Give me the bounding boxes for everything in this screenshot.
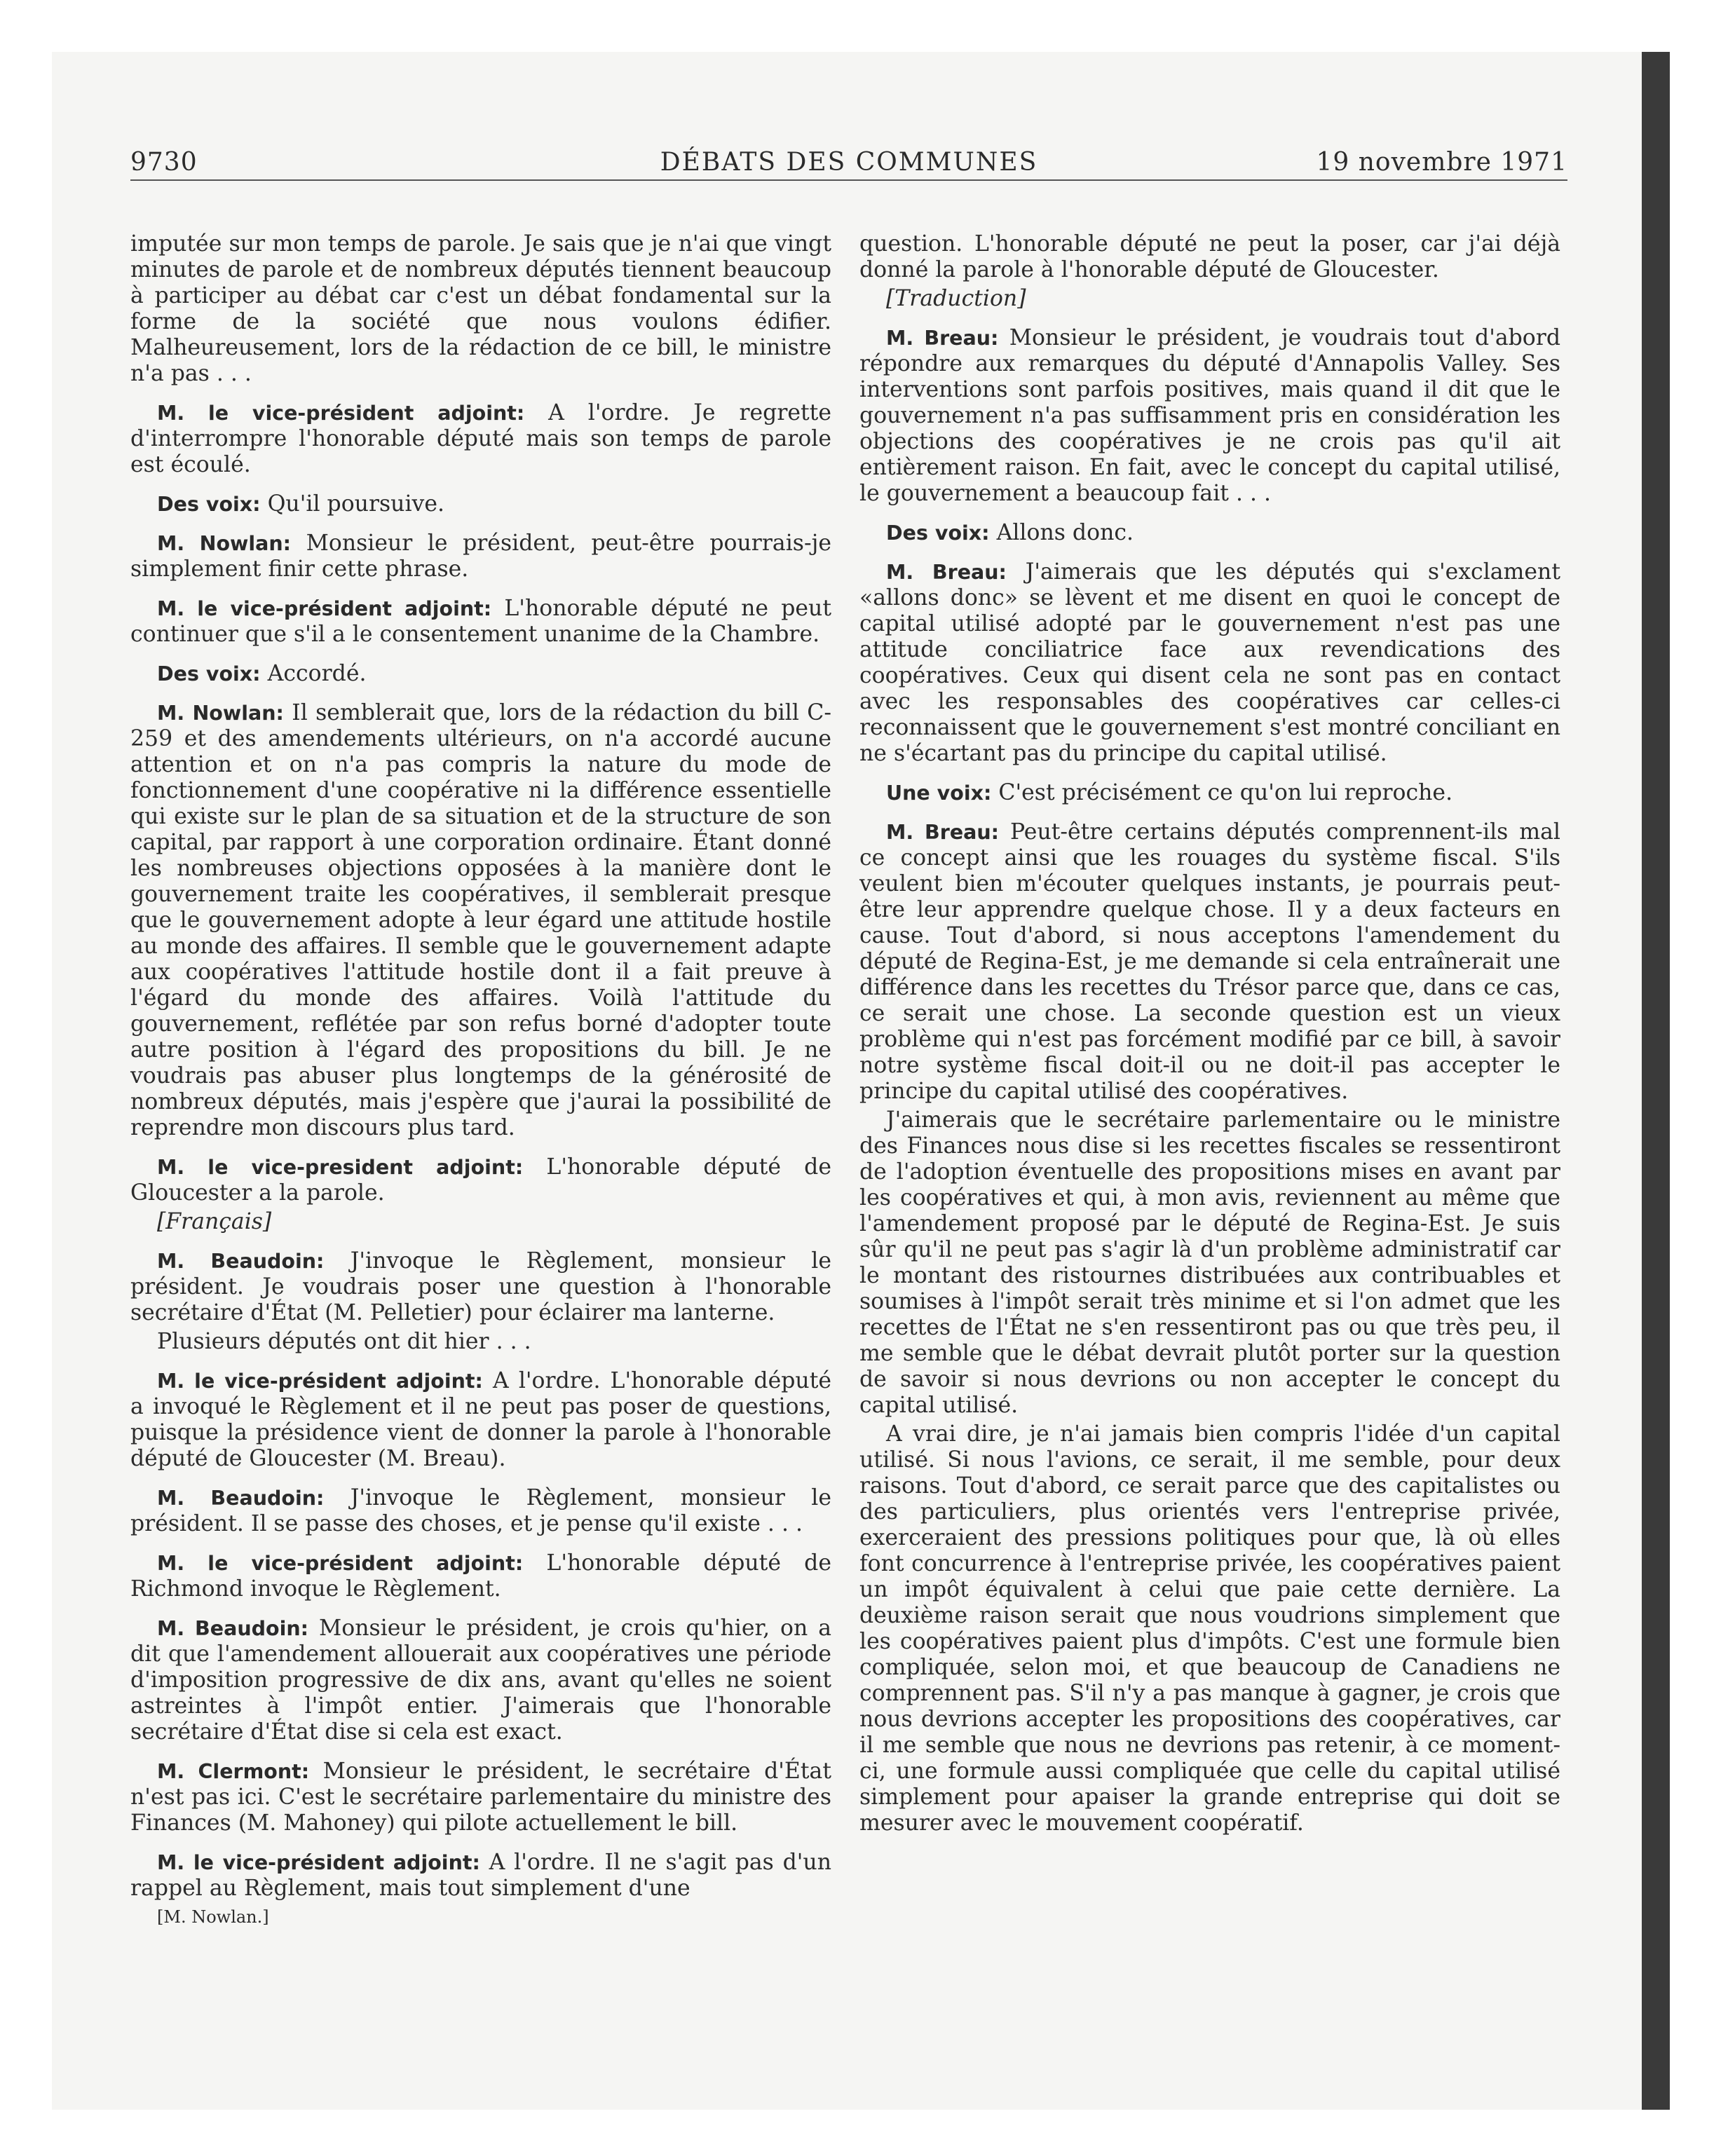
speech-text: Accordé. — [260, 661, 367, 686]
paragraph — [130, 531, 831, 582]
speaker-name: M. Beaudoin: — [157, 1487, 325, 1510]
speech-text: J'invoque le Règlement, monsieur le président. Je voudrais poser une question à l'honorable secrétaire d'État (M. Pelletier) pour éclairer ma lanterne. — [130, 1248, 832, 1325]
speech-text: Qu'il poursuive. — [260, 491, 444, 517]
speech-text: Allons donc. — [989, 520, 1134, 545]
speech-text: Monsieur le président, je voudrais tout d'abord répondre aux remarques du député d'Annapolis Valley. Ses interventions sont parfois positives, mais quand il dit que le gouvernement n'a pas suffisamment pris en considération les objections des coopératives je ne crois pas qu'il ait entièrement raison. En fait, avec le concept du capital utilisé, le gouvernement a beaucoup fait . . . — [859, 325, 1560, 506]
speaker-name: Une voix: — [886, 782, 992, 805]
speech-text: C'est précisément ce qu'on lui reproche. — [991, 780, 1453, 805]
page-date: 19 novembre 1971 — [1316, 148, 1567, 177]
paragraph — [130, 1485, 831, 1537]
speaker-name: M. le vice-president adjoint: — [157, 1156, 524, 1179]
paragraph — [859, 559, 1560, 767]
speech-text: Monsieur le président, peut-être pourrais-je simplement finir cette phrase. — [130, 531, 831, 582]
left-column — [130, 231, 831, 1944]
speaker-name: M. Clermont: — [157, 1760, 310, 1783]
right-column — [859, 231, 1560, 1850]
paragraph: Plusieurs députés ont dit hier . . . — [157, 1329, 531, 1354]
speaker-name: M. le vice-président adjoint: — [157, 1552, 524, 1575]
speaker-name: M. le vice-président adjoint: — [157, 597, 492, 620]
paragraph: J'aimerais que le secrétaire parlementaire ou le ministre des Finances nous dise si les recettes fiscales se ressentiront de l'adoption éventuelle des propositions mises en avant par les coopératives et qui, à mon avis, reviennent au même que l'amendement proposé par le député de Regina-Est. Je suis sûr qu'il ne peut pas s'agir là d'un problème administratif car le montant des ristournes distribuées aux contribuables et soumises à l'impôt serait très minime et si l'on admet que les recettes de l'État ne s'en ressentiront pas ou que très peu, il me semble que le débat devrait plutôt porter sur la question de savoir si nous devrions ou non accepter le concept du capital utilisé. — [859, 1107, 1560, 1418]
speech-text: A l'ordre. Il ne s'agit pas d'un rappel au Règlement, mais tout simplement d'une — [130, 1850, 831, 1901]
speech-text: Il semblerait que, lors de la rédaction du bill C-259 et des amendements ultérieurs, on n'a accordé aucune attention et on n'a pas compris la nature du mode de fonctionnement d'une coopérative ni la différence essentielle qui existe sur le plan de sa situation et de la structure de son capital, par rapport à une corporation ordinaire. Étant donné les nombreuses objections opposées à la manière dont le gouvernement traite les coopératives, il semblerait presque que le gouvernement adopte à leur égard une attitude hostile au monde des affaires. Il semble que le gouvernement adapte aux coopératives l'attitude hostile dont il a fait preuve à l'égard du monde des affaires. Voilà l'attitude du gouvernement, reflétée par son refus borné d'adopter toute autre position à l'égard des propositions du bill. Je ne voudrais pas abuser plus longtemps de la générosité de nombreux députés, mais j'espère que j'aurai la possibilité de reprendre mon discours plus tard. — [130, 700, 831, 1140]
speech-text: Monsieur le président, le secrétaire d'État n'est pas ici. C'est le secrétaire parlementaire du ministre des Finances (M. Mahoney) qui pilote actuellement le bill. — [130, 1759, 831, 1836]
paragraph — [130, 661, 831, 687]
speech-text: L'honorable député ne peut continuer que s'il a le consentement unanime de la Chambre. — [130, 596, 831, 647]
paragraph — [130, 596, 831, 648]
paragraph — [859, 325, 1560, 507]
speaker-name: M. Breau: — [886, 561, 1007, 584]
language-note: [Traduction] — [886, 286, 1026, 311]
speaker-name: M. Nowlan: — [157, 702, 284, 725]
speech-text: J'aimerais que les députés qui s'exclament «allons donc» se lèvent et me disent en quoi le concept de capital utilisé adopté par le gouvernement n'est pas une attitude conciliatrice face aux revendications des coopératives. Ceux qui disent cela ne sont pas en contact avec les responsables des coopératives car celles-ci reconnaissent que le gouvernement s'est montré conciliant en ne s'écartant pas du principe du capital utilisé. — [859, 559, 1561, 766]
paragraph — [130, 1368, 831, 1472]
speaker-name: M. Beaudoin: — [157, 1250, 325, 1273]
paragraph — [130, 700, 831, 1141]
speaker-name: Des voix: — [157, 493, 261, 516]
speaker-name: M. Beaudoin: — [157, 1617, 309, 1640]
language-note: [Français] — [157, 1209, 272, 1234]
speaker-name: M. le vice-président adjoint: — [157, 1370, 483, 1393]
paragraph — [130, 491, 831, 517]
paragraph — [859, 520, 1560, 546]
paragraph — [130, 1248, 831, 1326]
speaker-name: M. le vice-président adjoint: — [157, 1851, 480, 1874]
publication-title: DÉBATS DES COMMUNES — [660, 148, 1038, 177]
speech-text: A l'ordre. L'honorable député a invoqué le Règlement et il ne peut pas poser de questions, puisque la présidence vient de donner la parole à l'honorable député de Gloucester (M. Breau). — [130, 1368, 831, 1471]
speech-text: Peut-être certains députés comprennent-ils mal ce concept ainsi que les rouages du système fiscal. S'ils veulent bien m'écouter quelques instants, je pourrais peut-être leur apprendre quelque chose. Il y a deux facteurs en cause. Tout d'abord, si nous acceptons l'amendement du député de Regina-Est, je me demande si cela entraînerait une différence dans les recettes du Trésor parce que, dans ce cas, ce serait une chose. La seconde question est un vieux problème qui n'est pas forcément modifié par ce bill, à savoir notre système fiscal doit-il ou ne doit-il pas accepter le principe du capital utilisé des coopératives. — [859, 819, 1561, 1104]
paragraph — [130, 1759, 831, 1836]
paragraph — [130, 1616, 831, 1745]
speaker-name: Des voix: — [157, 662, 261, 685]
speech-text: L'honorable député de Richmond invoque le Règlement. — [130, 1550, 831, 1602]
paragraph — [130, 1154, 831, 1206]
speaker-name: M. Nowlan: — [157, 532, 292, 555]
paragraph: imputée sur mon temps de parole. Je sais que je n'ai que vingt minutes de parole et de nombreux députés tiennent beaucoup à participer au débat car c'est un débat fondamental sur la forme de la société que nous voulons édifier. Malheureusement, lors de la rédaction de ce bill, le ministre n'a pas . . . — [130, 231, 831, 386]
paragraph — [859, 780, 1560, 806]
paragraph — [859, 819, 1560, 1105]
scan-edge-shadow — [1642, 52, 1670, 2110]
paragraph — [130, 400, 831, 478]
speech-text: J'invoque le Règlement, monsieur le président. Il se passe des choses, et je pense qu'il existe . . . — [130, 1485, 832, 1536]
page-number: 9730 — [130, 148, 198, 177]
speaker-name: Des voix: — [886, 521, 990, 545]
page-header — [130, 140, 1567, 181]
speaker-name: M. Breau: — [886, 821, 1000, 844]
speech-text: A l'ordre. Je regrette d'interrompre l'honorable député mais son temps de parole est écoulé. — [130, 400, 831, 477]
paragraph — [130, 1850, 831, 1902]
speaker-name: M. le vice-président adjoint: — [157, 402, 525, 425]
paragraph: A vrai dire, je n'ai jamais bien compris l'idée d'un capital utilisé. Si nous l'avions, ce serait, il me semble, pour deux raisons. Tout d'abord, ce serait parce que des capitalistes ou des particuliers, plus orientés vers l'entreprise privée, exerceraient des pressions politiques pour que, là où elles font concurrence à l'entreprise privée, les coopératives paient un impôt équivalent à celui que paie cette dernière. La deuxième raison serait que nous voudrions simplement que les coopératives paient plus d'impôts. C'est une formule bien compliquée, selon moi, et que beaucoup de Canadiens ne comprennent pas. S'il n'y a pas manque à gagner, je crois que nous devrions accepter les propositions des coopératives, car il me semble que nous ne devrions pas retenir, à ce moment-ci, une formule aussi compliquée que celle du capital utilisé simplement pour apaiser la grande entreprise qui doit se mesurer avec le mouvement coopératif. — [859, 1421, 1560, 1836]
speech-text: Monsieur le président, je crois qu'hier, on a dit que l'amendement allouerait aux coopératives une période d'imposition progressive de dix ans, avant qu'elles ne soient astreintes à l'impôt entier. J'aimerais que l'honorable secrétaire d'État dise si cela est exact. — [130, 1616, 831, 1745]
page-footer-note: [M. Nowlan.] — [157, 1907, 269, 1927]
speech-text: L'honorable député de Gloucester a la parole. — [130, 1154, 831, 1206]
paragraph: question. L'honorable député ne peut la poser, car j'ai déjà donné la parole à l'honorable député de Gloucester. — [859, 231, 1560, 282]
paragraph — [130, 1550, 831, 1602]
speaker-name: M. Breau: — [886, 327, 999, 350]
